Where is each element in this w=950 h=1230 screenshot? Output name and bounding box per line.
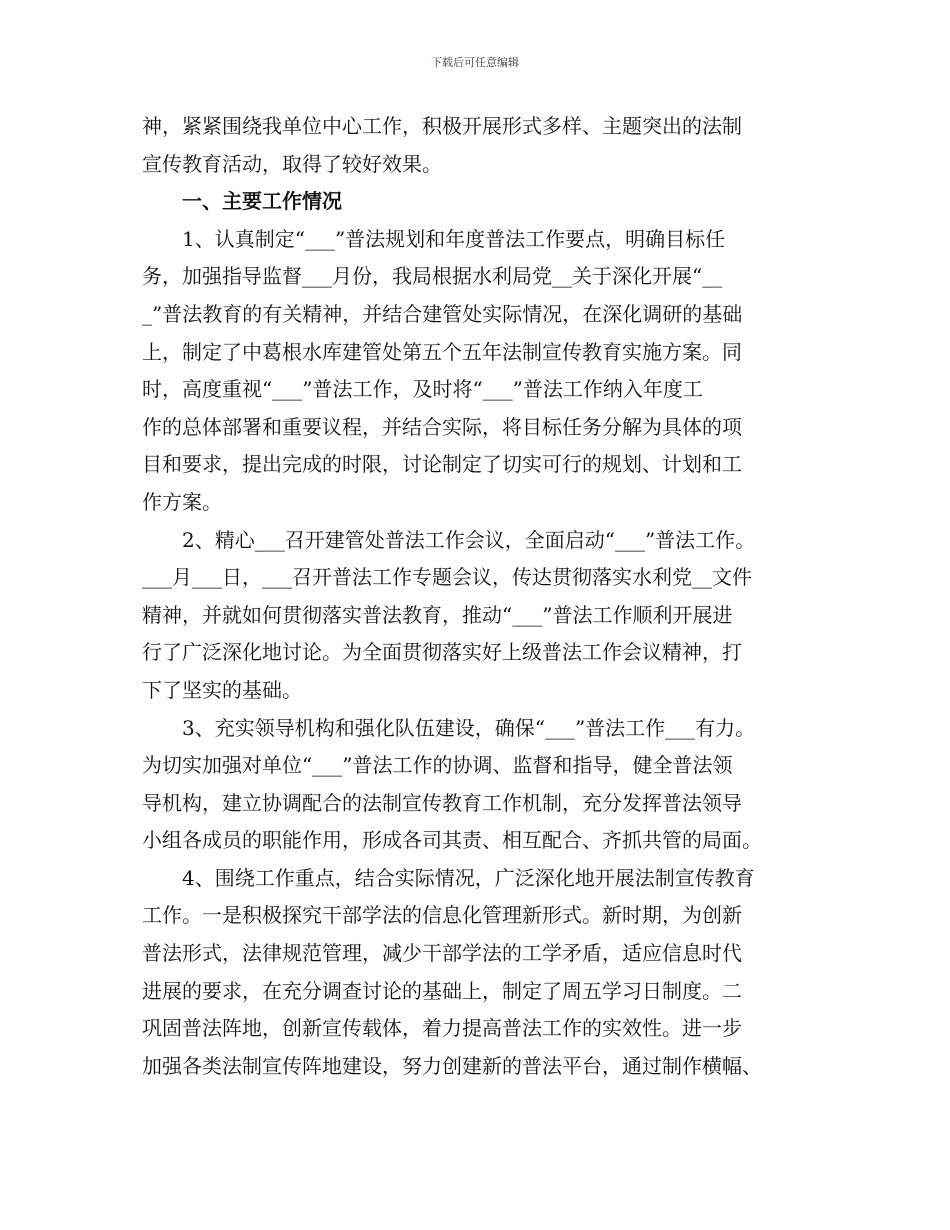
text-line: 小组各成员的职能作用，形成各司其责、相互配合、齐抓共管的局面。 xyxy=(142,828,762,853)
text-line: 作的总体部署和重要议程，并结合实际，将目标任务分解为具体的项 xyxy=(142,414,742,439)
text-line: 2、精心___召开建管处普法工作会议，全面启动“___”普法工作。 xyxy=(142,527,756,552)
text-line: 巩固普法阵地，创新宣传载体，着力提高普法工作的实效性。进一步 xyxy=(142,1016,742,1041)
text-line: 上，制定了中葛根水库建管处第五个五年法制宣传教育实施方案。同 xyxy=(142,339,742,364)
text-line: 目和要求，提出完成的时限，讨论制定了切实可行的规划、计划和工 xyxy=(142,452,742,477)
text-line: 普法形式，法律规范管理，减少干部学法的工学矛盾，适应信息时代 xyxy=(142,941,742,966)
text-line: 工作。一是积极探究干部学法的信息化管理新形式。新时期，为创新 xyxy=(142,903,742,928)
text-line: 作方案。 xyxy=(142,489,222,514)
text-line: _”普法教育的有关精神，并结合建管处实际情况，在深化调研的基础 xyxy=(142,301,743,326)
text-line: ___月___日，___召开普法工作专题会议，传达贯彻落实水利党__文件 xyxy=(142,565,752,590)
text-line: 导机构，建立协调配合的法制宣传教育工作机制，充分发挥普法领导 xyxy=(142,790,742,815)
text-line: 时，高度重视“___”普法工作，及时将“___”普法工作纳入年度工 xyxy=(142,377,703,402)
text-line: 下了坚实的基础。 xyxy=(142,677,302,702)
text-line: 1、认真制定“___”普法规划和年度普法工作要点，明确目标任 xyxy=(142,226,726,251)
text-line: 加强各类法制宣传阵地建设，努力创建新的普法平台，通过制作横幅、 xyxy=(142,1053,762,1078)
document-body xyxy=(142,108,832,1085)
text-line: 3、充实领导机构和强化队伍建设，确保“___”普法工作___有力。 xyxy=(142,715,756,740)
text-line: 行了广泛深化地讨论。为全面贯彻落实好上级普法工作会议精神，打 xyxy=(142,640,742,665)
text-line: 进展的要求，在充分调查讨论的基础上，制定了周五学习日制度。二 xyxy=(142,978,742,1003)
text-line: 宣传教育活动，取得了较好效果。 xyxy=(142,151,442,176)
page-header-note: 下载后可任意编辑 xyxy=(431,56,519,69)
text-line: 务，加强指导监督___月份，我局根据水利局党__关于深化开展“__ xyxy=(142,264,723,289)
text-line: 4、围绕工作重点，结合实际情况，广泛深化地开展法制宣传教育 xyxy=(142,865,755,890)
text-line: 为切实加强对单位“___”普法工作的协调、监督和指导，健全普法领 xyxy=(142,753,733,778)
text-line: 神，紧紧围绕我单位中心工作，积极开展形式多样、主题突出的法制 xyxy=(142,114,742,138)
section-heading: 一、主要工作情况 xyxy=(142,189,342,214)
text-line: 精神，并就如何贯彻落实普法教育，推动“___”普法工作顺利开展进 xyxy=(142,602,733,627)
